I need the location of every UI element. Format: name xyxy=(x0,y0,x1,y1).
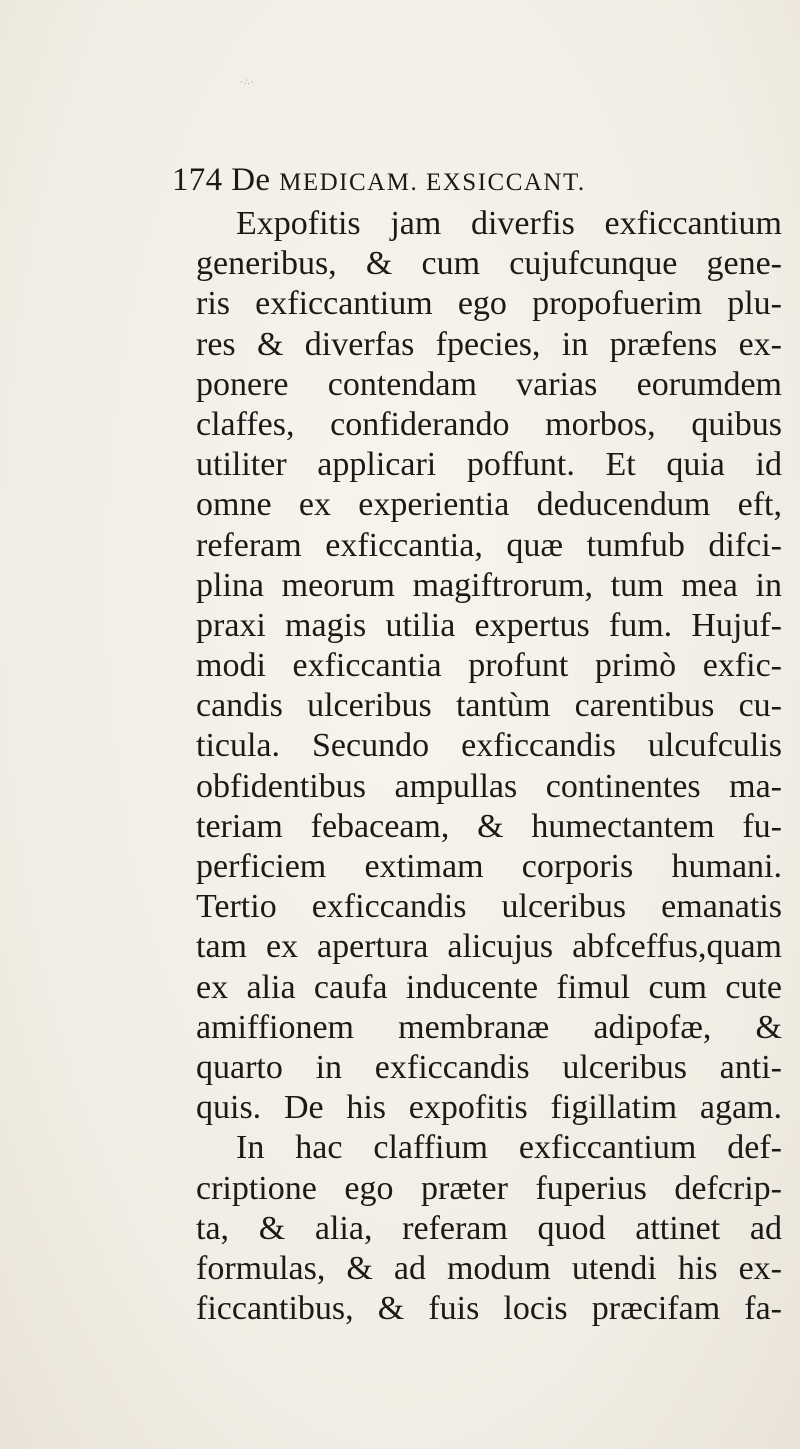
text-line: modi exficcantia profunt primò exfic- xyxy=(196,647,782,685)
text-line: teriam febaceam, & humectantem fu- xyxy=(196,807,782,845)
text-line: generibus, & cum cujufcunque gene- xyxy=(196,245,782,283)
text-line: res & diverfas fpecies, in præfens ex- xyxy=(196,325,782,363)
text-line: omne ex experientia deducendum eft, xyxy=(196,486,782,524)
text-line: ponere contendam varias eorumdem xyxy=(196,365,782,403)
header-title-de: De xyxy=(231,162,271,198)
text-line: claffes, confiderando morbos, quibus xyxy=(196,405,782,443)
text-line: formulas, & ad modum utendi his ex- xyxy=(196,1249,782,1287)
body-text xyxy=(196,204,782,1329)
text-line: utiliter applicari poffunt. Et quia id xyxy=(196,446,782,484)
text-line: perficiem extimam corporis humani. xyxy=(196,848,782,885)
text-line: Tertio exficcandis ulceribus emanatis xyxy=(196,888,782,926)
text-line: ta, & alia, referam quod attinet ad xyxy=(196,1209,782,1247)
running-header xyxy=(172,158,772,202)
text-line: praxi magis utilia expertus fum. Hujuf- xyxy=(196,606,782,644)
text-line: candis ulceribus tantùm carentibus cu- xyxy=(196,687,782,725)
text-line: plina meorum magiftrorum, tum mea in xyxy=(196,566,782,604)
page-number: 174 xyxy=(172,162,223,198)
text-line: ris exficcantium ego propofuerim plu- xyxy=(196,285,782,323)
text-line: obfidentibus ampullas continentes ma- xyxy=(196,767,782,805)
text-line: quis. De his expofitis figillatim agam. xyxy=(196,1089,782,1127)
text-line: criptione ego præter fuperius defcrip- xyxy=(196,1169,782,1207)
text-line: ficcantibus, & fuis locis præcifam fa- xyxy=(196,1290,782,1328)
header-title-rest: MEDICAM. EXSICCANT. xyxy=(279,169,586,196)
text-line: referam exficcantia, quæ tumfub difci- xyxy=(196,526,782,564)
text-line: ticula. Secundo exficcandis ulcufculis xyxy=(196,727,782,765)
text-line: ex alia caufa inducente fimul cum cute xyxy=(196,968,782,1006)
text-line: Expofitis jam diverfis exficcantium xyxy=(236,205,782,242)
ink-speck: ·∴· xyxy=(240,78,255,88)
text-line: amiffionem membranæ adipofæ, & xyxy=(196,1008,782,1046)
text-line: tam ex apertura alicujus abfceffus,quam xyxy=(196,928,782,966)
text-line: quarto in exficcandis ulceribus anti- xyxy=(196,1048,782,1086)
text-line: In hac claffium exficcantium def- xyxy=(236,1129,782,1167)
